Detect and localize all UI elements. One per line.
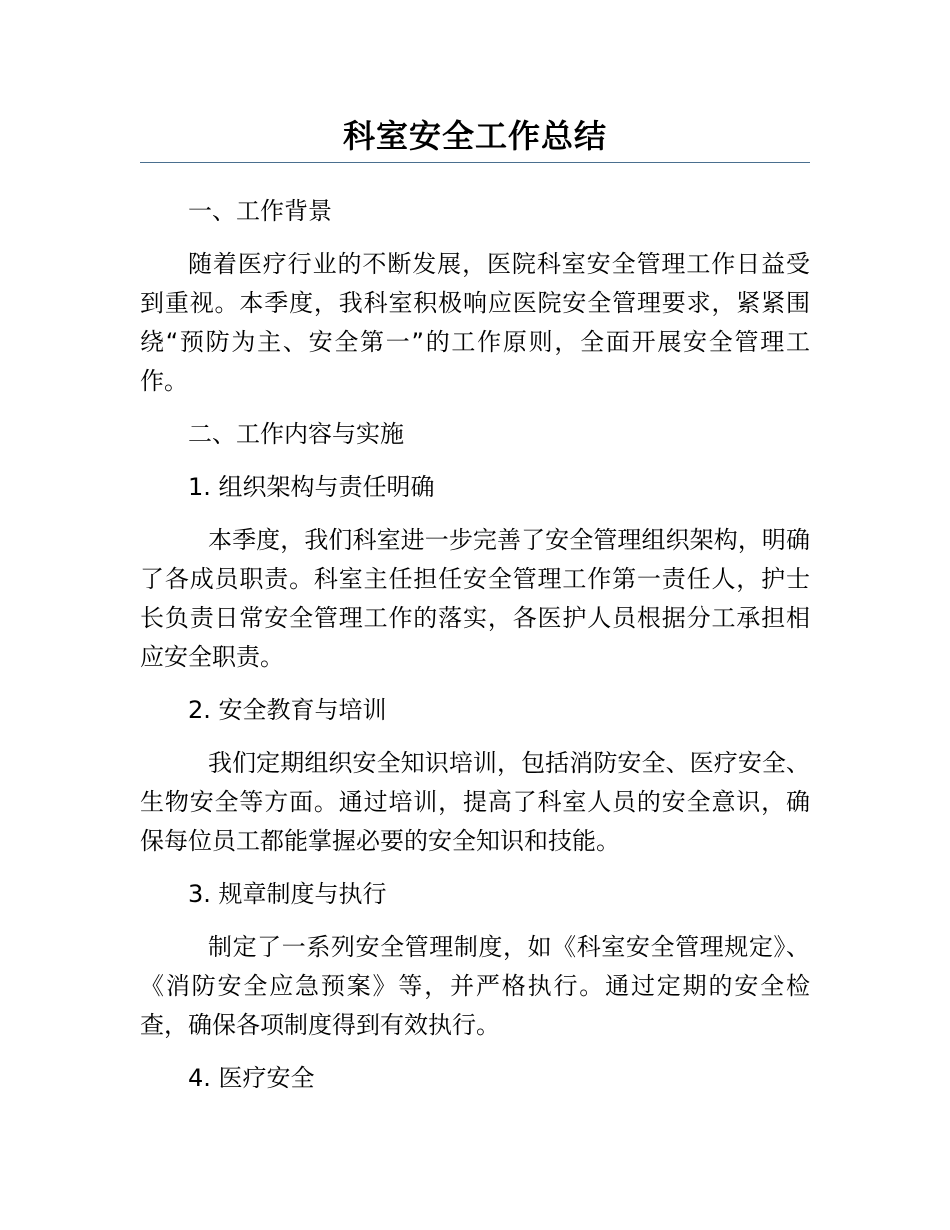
document-title: 科室安全工作总结 [342,117,607,155]
subheading-regulations: 3. 规章制度与执行 [188,880,387,908]
paragraph-training: 我们定期组织安全知识培训，包括消防安全、医疗安全、生物安全等方面。通过培训，提高了科室人员的安全意识，确保每位员工都能掌握必要的安全知识和技能。 [140,749,810,855]
section-heading-background: 一、工作背景 [188,197,332,225]
paragraph-organization: 本季度，我们科室进一步完善了安全管理组织架构，明确了各成员职责。科室主任担任安全管理工作第一责任人，护士长负责日常安全管理工作的落实，各医护人员根据分工承担相应安全职责。 [140,526,810,671]
section-heading-content: 二、工作内容与实施 [188,420,404,448]
subheading-training: 2. 安全教育与培训 [188,696,387,724]
paragraph-regulations: 制定了一系列安全管理制度，如《科室安全管理规定》、《消防安全应急预案》等，并严格执行。通过定期的安全检查，确保各项制度得到有效执行。 [140,933,810,1039]
document-body [140,192,810,1112]
paragraph-background: 随着医疗行业的不断发展，医院科室安全管理工作日益受到重视。本季度，我科室积极响应医院安全管理要求，紧紧围绕“预防为主、安全第一”的工作原则，全面开展安全管理工作。 [140,250,810,395]
title-underline [140,162,810,163]
subheading-organization: 1. 组织架构与责任明确 [188,473,435,501]
subheading-medical-safety: 4. 医疗安全 [188,1064,315,1092]
